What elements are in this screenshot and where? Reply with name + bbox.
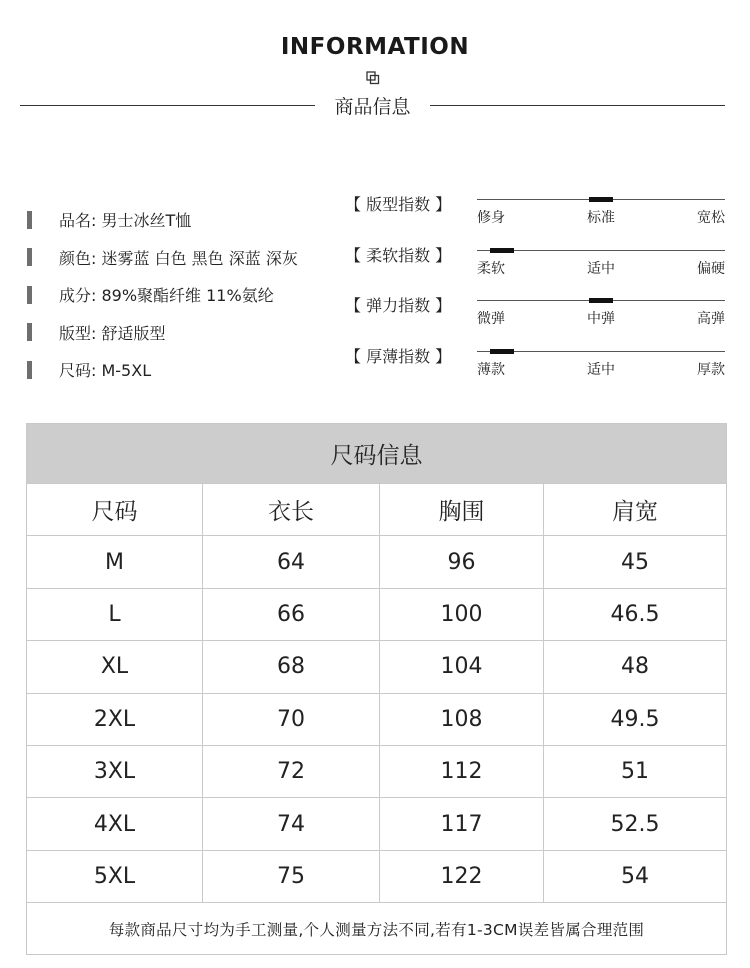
index-scale bbox=[477, 351, 725, 391]
shoulder-cell: 46.5 bbox=[543, 589, 726, 640]
scale-line bbox=[477, 351, 725, 352]
scale-mid-label: 标准 bbox=[587, 210, 615, 226]
size-cell: 2XL bbox=[93, 706, 136, 732]
length-cell: 70 bbox=[202, 694, 379, 745]
scale-low-label: 薄款 bbox=[477, 361, 505, 378]
info-item bbox=[27, 201, 298, 239]
size-cell: 4XL bbox=[93, 811, 136, 837]
scale-marker bbox=[589, 298, 613, 303]
info-item bbox=[27, 314, 298, 352]
scale-mid-label: 适中 bbox=[587, 260, 615, 277]
length-cell: 74 bbox=[202, 798, 379, 849]
size-cell: 5XL bbox=[93, 863, 136, 889]
copy-icon bbox=[366, 71, 380, 85]
table-header-row bbox=[27, 483, 726, 535]
size-cell: L bbox=[108, 601, 121, 627]
measurement-note: 每款商品尺寸均为手工测量,个人测量方法不同,若有1-3CM误差皆属合理范围 bbox=[27, 902, 726, 954]
size-cell: XL bbox=[100, 654, 129, 680]
shoulder-cell: 51 bbox=[543, 746, 726, 797]
size-cell: 3XL bbox=[93, 759, 136, 785]
index-label: 【 弹力指数 】 bbox=[345, 296, 452, 315]
index-thickness bbox=[345, 342, 730, 393]
length-cell: 66 bbox=[202, 589, 379, 640]
scale-marker bbox=[490, 349, 514, 354]
info-fit: 版型: 舒适版型 bbox=[59, 323, 166, 343]
column-header: 衣长 bbox=[202, 484, 379, 535]
header-title-en: INFORMATION bbox=[280, 34, 470, 60]
product-info-list bbox=[27, 201, 298, 389]
table-row bbox=[27, 640, 726, 692]
bullet-bar bbox=[27, 248, 32, 266]
scale-high-label: 厚款 bbox=[697, 361, 725, 378]
section-title-row bbox=[20, 92, 725, 122]
column-header: 胸围 bbox=[379, 484, 543, 535]
size-table-title: 尺码信息 bbox=[27, 424, 726, 483]
info-item bbox=[27, 351, 298, 389]
column-header: 肩宽 bbox=[543, 484, 726, 535]
info-material: 成分: 89%聚酯纤维 11%氨纶 bbox=[59, 286, 274, 306]
bullet-bar bbox=[27, 211, 32, 229]
index-softness bbox=[345, 241, 730, 292]
info-sizes: 尺码: M-5XL bbox=[59, 361, 152, 381]
index-scale bbox=[477, 199, 725, 239]
length-cell: 64 bbox=[202, 536, 379, 587]
index-label: 【 厚薄指数 】 bbox=[345, 346, 452, 366]
scale-low-label: 柔软 bbox=[477, 260, 505, 277]
shoulder-cell: 54 bbox=[543, 851, 726, 902]
index-label: 【 版型指数 】 bbox=[345, 195, 452, 214]
chest-cell: 108 bbox=[379, 694, 543, 745]
table-row bbox=[27, 745, 726, 797]
chest-cell: 122 bbox=[379, 851, 543, 902]
index-label: 【 柔软指数 】 bbox=[345, 245, 452, 265]
scale-high-label: 宽松 bbox=[697, 210, 725, 226]
info-item bbox=[27, 276, 298, 314]
index-scale bbox=[477, 250, 725, 290]
title-divider-right bbox=[430, 105, 725, 106]
scale-high-label: 偏硬 bbox=[697, 260, 725, 277]
index-elasticity bbox=[345, 291, 730, 342]
scale-high-label: 高弹 bbox=[697, 311, 725, 327]
table-row bbox=[27, 797, 726, 849]
scale-marker bbox=[589, 197, 613, 202]
bullet-bar bbox=[27, 361, 32, 379]
scale-mid-label: 适中 bbox=[587, 361, 615, 378]
chest-cell: 96 bbox=[379, 536, 543, 587]
bullet-bar bbox=[27, 323, 32, 341]
size-table bbox=[26, 423, 727, 955]
shoulder-cell: 49.5 bbox=[543, 694, 726, 745]
chest-cell: 100 bbox=[379, 589, 543, 640]
length-cell: 72 bbox=[202, 746, 379, 797]
shoulder-cell: 45 bbox=[543, 536, 726, 587]
table-row bbox=[27, 693, 726, 745]
info-item bbox=[27, 239, 298, 277]
length-cell: 75 bbox=[202, 851, 379, 902]
scale-marker bbox=[490, 248, 514, 253]
scale-line bbox=[477, 250, 725, 251]
info-product-name: 品名: 男士冰丝T恤 bbox=[59, 211, 192, 231]
length-cell: 68 bbox=[202, 641, 379, 692]
chest-cell: 117 bbox=[379, 798, 543, 849]
info-colors: 颜色: 迷雾蓝 白色 黑色 深蓝 深灰 bbox=[59, 248, 298, 268]
table-row bbox=[27, 850, 726, 902]
section-title: 商品信息 bbox=[334, 96, 411, 118]
table-row bbox=[27, 535, 726, 587]
index-scale bbox=[477, 300, 725, 340]
index-fit bbox=[345, 190, 730, 241]
product-indices bbox=[345, 190, 730, 392]
shoulder-cell: 52.5 bbox=[543, 798, 726, 849]
scale-low-label: 微弹 bbox=[477, 311, 505, 327]
table-row bbox=[27, 588, 726, 640]
shoulder-cell: 48 bbox=[543, 641, 726, 692]
chest-cell: 104 bbox=[379, 641, 543, 692]
size-cell: M bbox=[105, 549, 124, 575]
chest-cell: 112 bbox=[379, 746, 543, 797]
scale-mid-label: 中弹 bbox=[587, 311, 615, 327]
scale-low-label: 修身 bbox=[477, 210, 505, 226]
bullet-bar bbox=[27, 286, 32, 304]
column-header: 尺码 bbox=[91, 499, 138, 526]
